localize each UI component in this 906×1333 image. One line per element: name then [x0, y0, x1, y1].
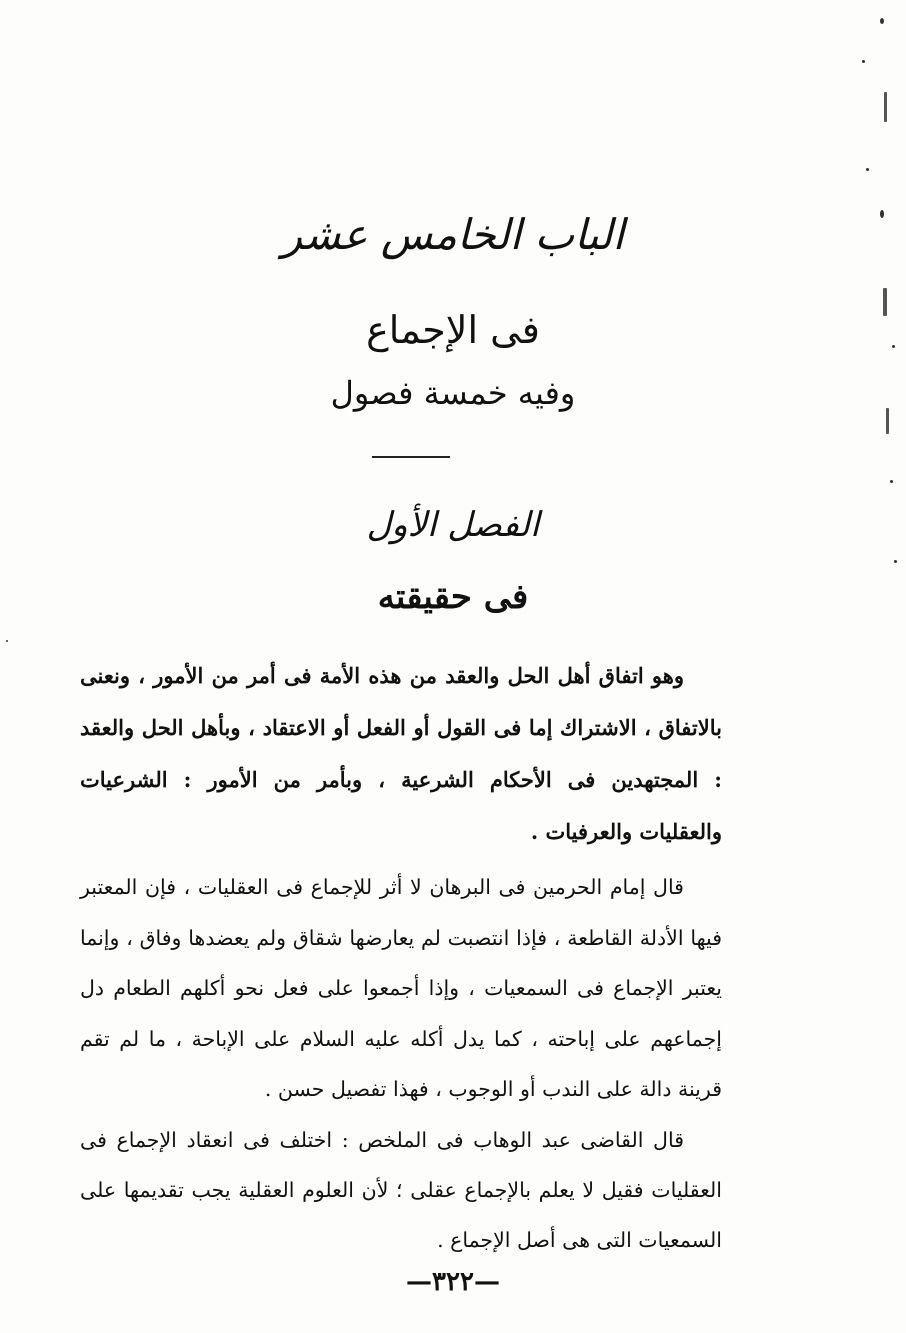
section-subject: فى حقيقته: [377, 577, 529, 617]
imam-al-haramayn-paragraph: قال إمام الحرمين فى البرهان لا أثر للإجماع فى العقليات ، فإن المعتبر فيها الأدلة القاطعة ، فإذا انتصبت لم يعارضها شقاق ولم يعضدها وفاق ، وإنما يعتبر الإجماع فى السمعيات ، وإذا أجمعوا على فعل نحو أكلهم الطعام دل إجماعهم على إباحته ، كما يدل أكله عليه السلام على الإباحة ، ما لم تقم قرينة دالة على الندب أو الوجوب ، فهذا تفصيل حسن .: [80, 875, 722, 1101]
separator-rule: [372, 456, 450, 458]
scan-speck: [866, 168, 869, 171]
scan-speck: [6, 640, 8, 642]
chapter-contents: وفيه خمسة فصول: [330, 374, 576, 412]
scan-speck: [890, 480, 893, 483]
qadi-abd-al-wahhab-paragraph: قال القاضى عبد الوهاب فى الملخص : اختلف فى انعقاد الإجماع فى العقليات فقيل لا يعلم بالإجماع عقلى ؛ لأن العلوم العقلية يجب تقديمها على السمعيات التى هى أصل الإجماع .: [80, 1128, 722, 1252]
scan-speck: [894, 560, 897, 563]
definition-paragraph: وهو اتفاق أهل الحل والعقد من هذه الأمة فى أمر من الأمور ، ونعنى بالاتفاق ، الاشتراك إما فى القول أو الفعل أو الاعتقاد ، وبأهل الحل والعقد : المجتهدين فى الأحكام الشرعية ، وبأمر من الأمور : الشرعيات والعقليات والعرفيات .: [80, 663, 722, 844]
chapter-subject: فى الإجماع: [366, 308, 540, 352]
page-number: —٣٢٢—: [406, 1267, 500, 1297]
scan-speck: [880, 18, 884, 24]
section-title: الفصل الأول: [366, 505, 540, 545]
chapter-title: الباب الخامس عشر: [281, 210, 625, 259]
scan-speck: [862, 60, 865, 63]
scan-speck: [884, 92, 887, 122]
